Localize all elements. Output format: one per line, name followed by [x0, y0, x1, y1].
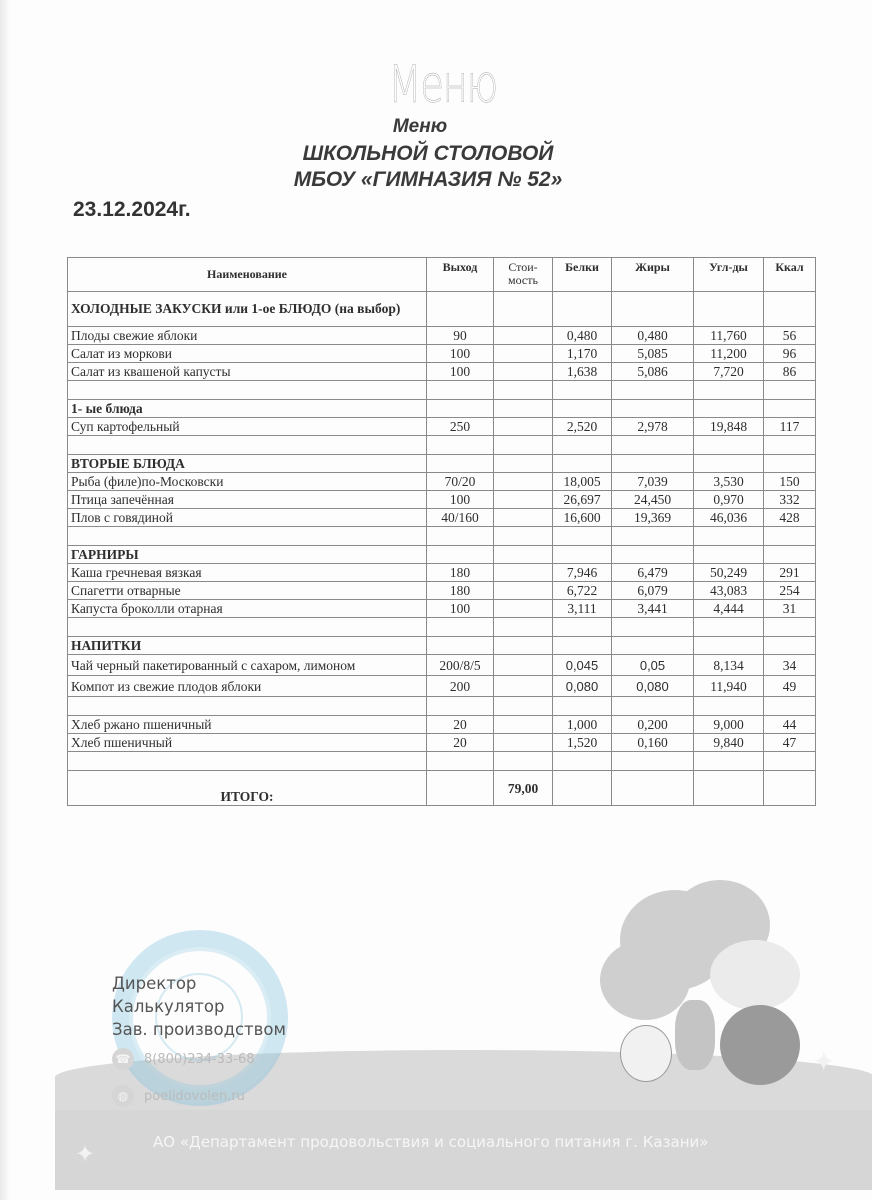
dish-kcal: 428	[764, 509, 816, 527]
dish-name: Салат из моркови	[68, 345, 427, 363]
empty-cell	[694, 637, 764, 655]
empty-cell	[494, 752, 553, 771]
empty-cell	[764, 752, 816, 771]
dish-kcal: 34	[764, 655, 816, 676]
column-header-output: Выход	[427, 258, 494, 292]
total-cost: 79,00	[494, 771, 553, 806]
empty-cell	[553, 527, 612, 546]
dish-carbs: 11,760	[694, 327, 764, 345]
empty-cell	[612, 436, 694, 455]
dish-fat: 5,085	[612, 345, 694, 363]
dish-name: Плов с говядиной	[68, 509, 427, 527]
empty-cell	[68, 618, 427, 637]
dish-name: Плоды свежие яблоки	[68, 327, 427, 345]
table-row	[68, 473, 816, 491]
total-fat-cell	[612, 771, 694, 806]
total-carbs-cell	[694, 771, 764, 806]
signature-production-head: Зав. производством	[112, 1020, 286, 1039]
dish-kcal: 96	[764, 345, 816, 363]
empty-cell	[553, 455, 612, 473]
dish-protein: 16,600	[553, 509, 612, 527]
dish-kcal: 47	[764, 734, 816, 752]
dish-protein: 0,080	[553, 676, 612, 697]
dish-protein: 1,520	[553, 734, 612, 752]
dish-kcal: 56	[764, 327, 816, 345]
empty-cell	[694, 292, 764, 327]
phone-icon: ☎	[112, 1048, 134, 1070]
dish-name: Чай черный пакетированный с сахаром, лимоном	[68, 655, 427, 676]
empty-cell	[494, 618, 553, 637]
table-row	[68, 509, 816, 527]
empty-cell	[427, 697, 494, 716]
dish-cost	[494, 676, 553, 697]
mascot-character	[675, 1000, 715, 1070]
empty-cell	[764, 697, 816, 716]
dish-name: Птица запечённая	[68, 491, 427, 509]
empty-cell	[427, 637, 494, 655]
empty-cell	[553, 752, 612, 771]
section-row	[68, 637, 816, 655]
dish-protein: 18,005	[553, 473, 612, 491]
empty-cell	[764, 546, 816, 564]
blank-row	[68, 618, 816, 637]
illustration-cloud	[710, 940, 800, 1010]
total-output-cell	[427, 771, 494, 806]
table-row	[68, 676, 816, 697]
empty-cell	[553, 697, 612, 716]
empty-cell	[427, 752, 494, 771]
dish-cost	[494, 716, 553, 734]
empty-cell	[694, 400, 764, 418]
dish-name: Суп картофельный	[68, 418, 427, 436]
empty-cell	[427, 546, 494, 564]
dish-name: Хлеб ржано пшеничный	[68, 716, 427, 734]
dish-carbs: 9,840	[694, 734, 764, 752]
section-title: ХОЛОДНЫЕ ЗАКУСКИ или 1-ое БЛЮДО (на выбор)	[68, 292, 427, 327]
section-title: НАПИТКИ	[68, 637, 427, 655]
dish-cost	[494, 582, 553, 600]
table-row	[68, 655, 816, 676]
empty-cell	[694, 546, 764, 564]
empty-cell	[494, 400, 553, 418]
column-header-kcal: Ккал	[764, 258, 816, 292]
dish-output: 100	[427, 491, 494, 509]
phone-number: 8(800)234-33-68	[144, 1051, 255, 1067]
empty-cell	[494, 637, 553, 655]
empty-cell	[494, 546, 553, 564]
dish-protein: 1,170	[553, 345, 612, 363]
dish-carbs: 50,249	[694, 564, 764, 582]
table-row	[68, 564, 816, 582]
total-protein-cell	[553, 771, 612, 806]
dish-name: Компот из свежие плодов яблоки	[68, 676, 427, 697]
dish-fat: 5,086	[612, 363, 694, 381]
empty-cell	[764, 400, 816, 418]
empty-cell	[427, 455, 494, 473]
table-row	[68, 734, 816, 752]
empty-cell	[764, 381, 816, 400]
dish-name: Спагетти отварные	[68, 582, 427, 600]
table-row	[68, 327, 816, 345]
dish-fat: 6,479	[612, 564, 694, 582]
dish-kcal: 49	[764, 676, 816, 697]
dish-name: Хлеб пшеничный	[68, 734, 427, 752]
sparkle-icon: ✦	[812, 1047, 836, 1078]
dish-carbs: 8,134	[694, 655, 764, 676]
blank-row	[68, 752, 816, 771]
dish-fat: 0,480	[612, 327, 694, 345]
table-row	[68, 345, 816, 363]
empty-cell	[427, 618, 494, 637]
blank-row	[68, 381, 816, 400]
dish-carbs: 9,000	[694, 716, 764, 734]
empty-cell	[694, 527, 764, 546]
empty-cell	[694, 752, 764, 771]
organization-name: АО «Департамент продовольствия и социального питания г. Казани»	[153, 1133, 709, 1151]
dish-kcal: 117	[764, 418, 816, 436]
empty-cell	[68, 697, 427, 716]
school-title: МБОУ «ГИМНАЗИЯ № 52»	[293, 168, 563, 191]
dish-name: Рыба (филе)по-Московски	[68, 473, 427, 491]
empty-cell	[494, 292, 553, 327]
column-header-cost: Стои-мость	[494, 258, 553, 292]
section-row	[68, 292, 816, 327]
dish-fat: 0,080	[612, 676, 694, 697]
dish-fat: 0,05	[612, 655, 694, 676]
dish-kcal: 31	[764, 600, 816, 618]
dish-kcal: 254	[764, 582, 816, 600]
empty-cell	[612, 618, 694, 637]
empty-cell	[494, 697, 553, 716]
empty-cell	[612, 400, 694, 418]
dish-carbs: 11,200	[694, 345, 764, 363]
dish-output: 100	[427, 363, 494, 381]
dish-protein: 1,000	[553, 716, 612, 734]
empty-cell	[427, 527, 494, 546]
table-row	[68, 491, 816, 509]
empty-cell	[694, 436, 764, 455]
dish-carbs: 3,530	[694, 473, 764, 491]
dish-output: 90	[427, 327, 494, 345]
dish-output: 200/8/5	[427, 655, 494, 676]
menu-date: 23.12.2024г.	[73, 198, 191, 221]
empty-cell	[612, 527, 694, 546]
empty-cell	[612, 292, 694, 327]
menu-table	[67, 257, 816, 806]
empty-cell	[764, 637, 816, 655]
empty-cell	[764, 436, 816, 455]
contact-phone	[112, 1048, 255, 1070]
dish-carbs: 19,848	[694, 418, 764, 436]
dish-output: 180	[427, 582, 494, 600]
dish-output: 200	[427, 676, 494, 697]
table-header-row	[68, 258, 816, 292]
dish-fat: 6,079	[612, 582, 694, 600]
dish-fat: 19,369	[612, 509, 694, 527]
empty-cell	[612, 546, 694, 564]
menu-title: Меню	[392, 116, 448, 137]
dish-protein: 0,045	[553, 655, 612, 676]
empty-cell	[553, 381, 612, 400]
dish-fat: 24,450	[612, 491, 694, 509]
empty-cell	[553, 637, 612, 655]
section-row	[68, 546, 816, 564]
dish-fat: 3,441	[612, 600, 694, 618]
dish-kcal: 44	[764, 716, 816, 734]
handwritten-note: Меню	[388, 55, 497, 115]
dish-fat: 0,200	[612, 716, 694, 734]
blank-row	[68, 436, 816, 455]
dish-cost	[494, 600, 553, 618]
table-row	[68, 582, 816, 600]
empty-cell	[553, 618, 612, 637]
empty-cell	[427, 400, 494, 418]
empty-cell	[494, 527, 553, 546]
dish-output: 20	[427, 734, 494, 752]
sparkle-icon: ✦	[75, 1142, 96, 1168]
dish-cost	[494, 734, 553, 752]
dish-output: 180	[427, 564, 494, 582]
signature-calculator: Калькулятор	[112, 997, 225, 1016]
dish-carbs: 46,036	[694, 509, 764, 527]
blank-row	[68, 527, 816, 546]
mascot-character	[620, 1025, 672, 1082]
dish-name: Салат из квашеной капусты	[68, 363, 427, 381]
dish-kcal: 150	[764, 473, 816, 491]
dish-carbs: 7,720	[694, 363, 764, 381]
empty-cell	[694, 618, 764, 637]
empty-cell	[68, 752, 427, 771]
dish-cost	[494, 509, 553, 527]
dish-carbs: 43,083	[694, 582, 764, 600]
dish-protein: 7,946	[553, 564, 612, 582]
menu-table-body	[68, 292, 816, 771]
dish-output: 100	[427, 600, 494, 618]
section-title: 1- ые блюда	[68, 400, 427, 418]
dish-protein: 26,697	[553, 491, 612, 509]
empty-cell	[427, 436, 494, 455]
mascot-illustration	[600, 880, 820, 1110]
empty-cell	[553, 436, 612, 455]
dish-cost	[494, 564, 553, 582]
column-header-fat: Жиры	[612, 258, 694, 292]
empty-cell	[427, 381, 494, 400]
dish-output: 40/160	[427, 509, 494, 527]
empty-cell	[427, 292, 494, 327]
empty-cell	[553, 400, 612, 418]
column-header-name: Наименование	[68, 258, 427, 292]
section-title: ВТОРЫЕ БЛЮДА	[68, 455, 427, 473]
empty-cell	[494, 455, 553, 473]
dish-cost	[494, 345, 553, 363]
dish-output: 20	[427, 716, 494, 734]
dish-name: Капуста броколли отарная	[68, 600, 427, 618]
dish-output: 100	[427, 345, 494, 363]
empty-cell	[612, 381, 694, 400]
empty-cell	[553, 546, 612, 564]
dish-cost	[494, 327, 553, 345]
empty-cell	[68, 381, 427, 400]
signature-director: Директор	[112, 974, 197, 993]
dish-output: 250	[427, 418, 494, 436]
empty-cell	[764, 527, 816, 546]
table-row	[68, 600, 816, 618]
empty-cell	[764, 292, 816, 327]
empty-cell	[612, 697, 694, 716]
dish-fat: 7,039	[612, 473, 694, 491]
school-stamp	[112, 930, 288, 1106]
dish-cost	[494, 655, 553, 676]
column-header-carbs: Угл-ды	[694, 258, 764, 292]
dish-carbs: 0,970	[694, 491, 764, 509]
empty-cell	[694, 455, 764, 473]
empty-cell	[694, 697, 764, 716]
mascot-character	[720, 1005, 800, 1085]
empty-cell	[68, 436, 427, 455]
empty-cell	[612, 637, 694, 655]
dish-cost	[494, 363, 553, 381]
empty-cell	[494, 436, 553, 455]
dish-protein: 3,111	[553, 600, 612, 618]
total-label: ИТОГО:	[68, 771, 427, 806]
section-row	[68, 455, 816, 473]
globe-icon: ◍	[112, 1085, 134, 1107]
dish-protein: 1,638	[553, 363, 612, 381]
dish-cost	[494, 418, 553, 436]
dish-protein: 6,722	[553, 582, 612, 600]
dish-fat: 0,160	[612, 734, 694, 752]
dish-carbs: 11,940	[694, 676, 764, 697]
dish-protein: 0,480	[553, 327, 612, 345]
empty-cell	[612, 455, 694, 473]
column-header-protein: Белки	[553, 258, 612, 292]
table-row	[68, 363, 816, 381]
canteen-title: ШКОЛЬНОЙ СТОЛОВОЙ	[302, 142, 554, 165]
section-title: ГАРНИРЫ	[68, 546, 427, 564]
empty-cell	[764, 455, 816, 473]
empty-cell	[494, 381, 553, 400]
dish-cost	[494, 491, 553, 509]
dish-protein: 2,520	[553, 418, 612, 436]
blank-row	[68, 697, 816, 716]
table-row	[68, 418, 816, 436]
total-row	[68, 771, 816, 806]
dish-cost	[494, 473, 553, 491]
website-link[interactable]: poelidovolen.ru	[144, 1088, 245, 1104]
dish-kcal: 291	[764, 564, 816, 582]
table-row	[68, 716, 816, 734]
empty-cell	[694, 381, 764, 400]
total-kcal-cell	[764, 771, 816, 806]
empty-cell	[764, 618, 816, 637]
contact-website	[112, 1085, 245, 1107]
section-row	[68, 400, 816, 418]
dish-carbs: 4,444	[694, 600, 764, 618]
dish-kcal: 332	[764, 491, 816, 509]
dish-output: 70/20	[427, 473, 494, 491]
dish-name: Каша гречневая вязкая	[68, 564, 427, 582]
dish-kcal: 86	[764, 363, 816, 381]
illustration-cloud	[600, 940, 690, 1020]
empty-cell	[68, 527, 427, 546]
empty-cell	[553, 292, 612, 327]
empty-cell	[612, 752, 694, 771]
dish-fat: 2,978	[612, 418, 694, 436]
